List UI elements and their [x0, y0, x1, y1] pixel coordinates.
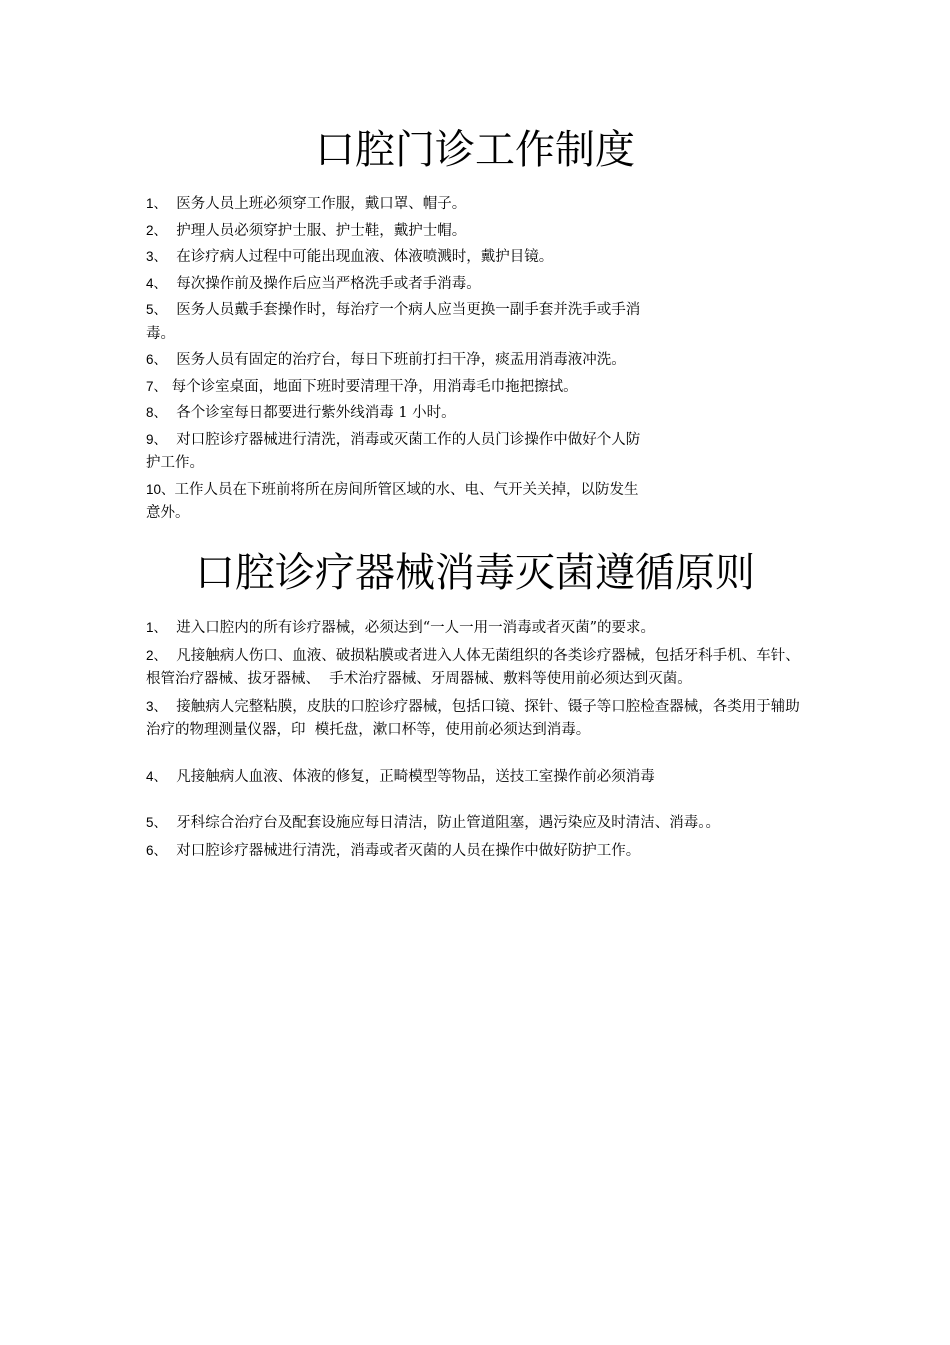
item-number: 5、 — [146, 815, 168, 830]
section2-list — [146, 616, 814, 866]
item-number: 3、 — [146, 698, 168, 714]
item-text: 接触病人完整粘膜，皮肤的口腔诊疗器械，包括口镜、探针、镊子等口腔检查器械，各类用于辅助治疗的物理测量仪器，印 模托盘，漱口杯等，使用前必须达到消毒。 — [146, 698, 800, 738]
item-number: 8、 — [146, 405, 168, 420]
item-number: 4、 — [146, 768, 168, 784]
item-text: 工作人员在下班前将所在房间所管区域的水、电、气开关关掉，以防发生意外。 — [146, 481, 639, 521]
item-number: 9、 — [146, 431, 168, 447]
item-text: 医务人员有固定的治疗台，每日下班前打扫干净，痰盂用消毒液冲洗。 — [167, 352, 626, 368]
list-item — [146, 428, 646, 476]
item-number: 6、 — [146, 842, 168, 858]
item-text: 对口腔诊疗器械进行清洗，消毒或灭菌工作的人员门诊操作中做好个人防护工作。 — [146, 431, 641, 471]
item-number: 5、 — [146, 302, 168, 317]
list-item — [146, 401, 646, 426]
list-item — [146, 616, 814, 641]
item-text: 在诊疗病人过程中可能出现血液、体液喷溅时，戴护目镜。 — [167, 249, 554, 265]
item-number: 2、 — [146, 222, 168, 238]
item-number: 1、 — [146, 196, 168, 211]
item-text: 每次操作前及操作后应当严格洗手或者手消毒。 — [167, 275, 481, 292]
list-item — [146, 478, 646, 526]
item-text: 凡接触病人伤口、血液、破损粘膜或者进入人体无菌组织的各类诊疗器械，包括牙科手机、车针、根管治疗器械、拔牙器械、 手术治疗器械、牙周器械、敷料等使用前必须达到灭菌。 — [146, 647, 800, 687]
item-text: 每个诊室桌面，地面下班时要清理干净，用消毒毛巾拖把擦拭。 — [167, 378, 578, 395]
section2-title: 口腔诊疗器械消毒灭菌遵循原则 — [195, 550, 755, 596]
section1-list — [146, 192, 646, 528]
list-item — [146, 348, 646, 373]
list-item — [146, 375, 646, 400]
list-item — [146, 192, 646, 217]
item-text: 医务人员上班必须穿工作服，戴口罩、帽子。 — [167, 196, 467, 212]
item-number: 3、 — [146, 249, 168, 264]
item-text: 进入口腔内的所有诊疗器械，必须达到“一人一用一消毒或者灭菌”的要求。 — [167, 620, 656, 636]
section1-title: 口腔门诊工作制度 — [315, 127, 635, 173]
item-number: 7、 — [146, 378, 168, 394]
item-number: 6、 — [146, 352, 168, 367]
item-number: 10、 — [146, 481, 175, 497]
list-item — [146, 245, 646, 270]
list-item — [146, 272, 646, 297]
item-text: 凡接触病人血液、体液的修复，正畸模型等物品，送技工室操作前必须消毒 — [167, 768, 655, 785]
item-text: 医务人员戴手套操作时，每治疗一个病人应当更换一副手套并洗手或手消毒。 — [146, 302, 641, 342]
list-item — [146, 811, 814, 836]
item-number: 4、 — [146, 275, 168, 291]
item-text: 对口腔诊疗器械进行清洗，消毒或者灭菌的人员在操作中做好防护工作。 — [167, 842, 641, 859]
list-item — [146, 219, 646, 244]
item-text: 牙科综合治疗台及配套设施应每日清洁，防止管道阻塞，遇污染应及时清洁、消毒。。 — [167, 815, 720, 831]
list-item — [146, 839, 814, 864]
item-text: 护理人员必须穿护士服、护士鞋，戴护士帽。 — [167, 222, 467, 239]
item-number: 1、 — [146, 620, 168, 635]
list-item — [146, 695, 814, 743]
item-text: 各个诊室每日都要进行紫外线消毒 1 小时。 — [167, 405, 456, 421]
list-item — [146, 298, 646, 346]
item-number: 2、 — [146, 647, 168, 663]
list-item — [146, 765, 814, 790]
list-item — [146, 644, 814, 692]
